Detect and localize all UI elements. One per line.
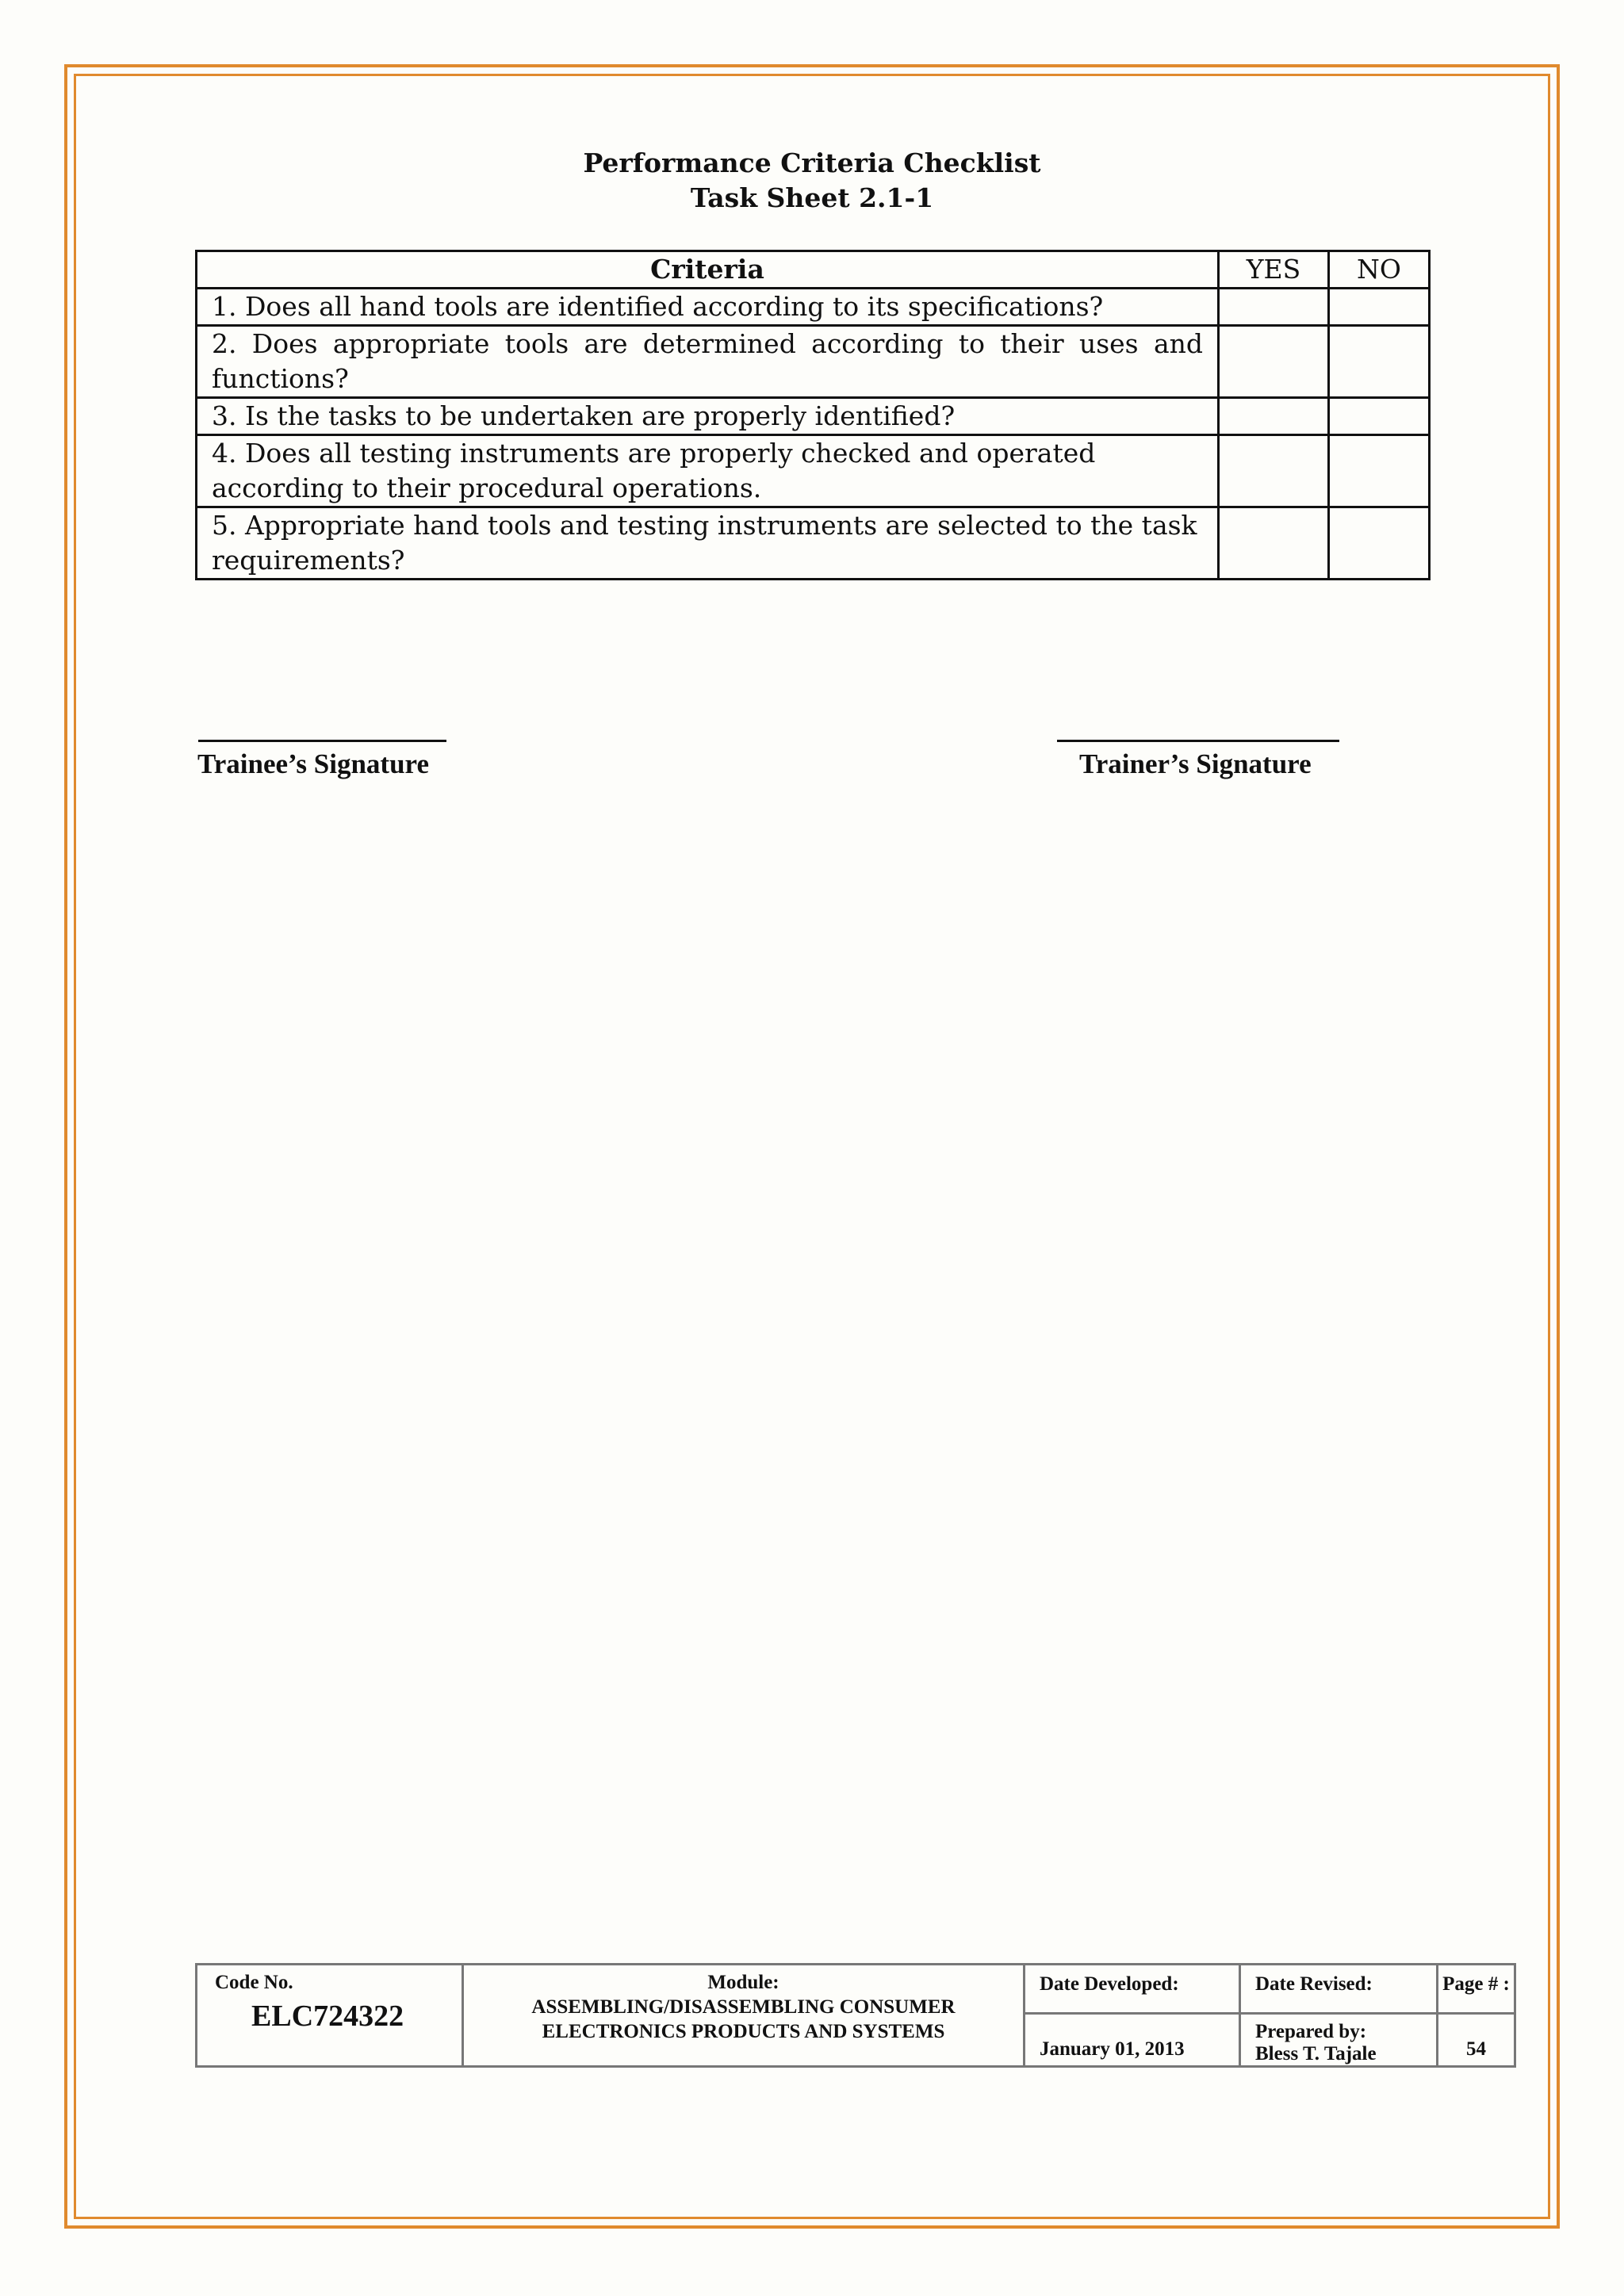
- yes-checkbox-cell[interactable]: [1219, 435, 1329, 507]
- date-developed-value: January 01, 2013: [1025, 2014, 1240, 2067]
- criteria-item: 3. Is the tasks to be undertaken are properly identified?: [197, 398, 1219, 435]
- module-line-1: ASSEMBLING/DISASSEMBLING CONSUMER: [531, 1996, 956, 2018]
- date-revised-label: Date Revised:: [1240, 1965, 1438, 2014]
- yes-checkbox-cell[interactable]: [1219, 289, 1329, 326]
- page-subtitle: Task Sheet 2.1-1: [690, 182, 934, 213]
- table-header-row: [197, 251, 1430, 289]
- prepared-by-value: Bless T. Tajale: [1255, 2043, 1377, 2064]
- no-checkbox-cell[interactable]: [1329, 326, 1430, 398]
- module-line-2: ELECTRONICS PRODUCTS AND SYSTEMS: [542, 2021, 945, 2042]
- table-row: [197, 398, 1430, 435]
- code-cell: [197, 1965, 463, 2067]
- yes-checkbox-cell[interactable]: [1219, 507, 1329, 580]
- no-checkbox-cell[interactable]: [1329, 435, 1430, 507]
- prepared-by-cell: [1240, 2014, 1438, 2067]
- page-title: Performance Criteria Checklist: [583, 147, 1041, 178]
- criteria-item: 4. Does all testing instruments are properly checked and operated according to their procedural operations.: [197, 435, 1219, 507]
- module-cell: [463, 1965, 1025, 2067]
- trainer-signature-line[interactable]: [1057, 740, 1339, 742]
- criteria-header: Criteria: [197, 251, 1219, 289]
- criteria-item: 5. Appropriate hand tools and testing instruments are selected to the task requirements?: [197, 507, 1219, 580]
- criteria-item: 2. Does appropriate tools are determined according to their uses and functions?: [197, 326, 1219, 398]
- no-checkbox-cell[interactable]: [1329, 289, 1430, 326]
- no-header: NO: [1329, 251, 1430, 289]
- table-row: [197, 507, 1430, 580]
- prepared-by-label: Prepared by:: [1255, 2021, 1367, 2042]
- yes-checkbox-cell[interactable]: [1219, 326, 1329, 398]
- table-row: [197, 326, 1430, 398]
- criteria-item: 1. Does all hand tools are identified according to its specifications?: [197, 289, 1219, 326]
- trainee-signature-label: Trainee’s Signature: [197, 748, 429, 779]
- table-row: [197, 435, 1430, 507]
- criteria-checklist-table: [195, 250, 1431, 580]
- table-row: [197, 289, 1430, 326]
- module-label: Module:: [707, 1972, 779, 1993]
- document-footer: [195, 1963, 1516, 2068]
- trainee-signature-line[interactable]: [198, 740, 446, 742]
- page-label: Page # :: [1438, 1965, 1515, 2014]
- page-number: 54: [1438, 2014, 1515, 2067]
- no-checkbox-cell[interactable]: [1329, 507, 1430, 580]
- no-checkbox-cell[interactable]: [1329, 398, 1430, 435]
- code-label: Code No.: [215, 1972, 293, 1993]
- trainer-signature-label: Trainer’s Signature: [1079, 748, 1312, 779]
- yes-header: YES: [1219, 251, 1329, 289]
- date-developed-label: Date Developed:: [1025, 1965, 1240, 2014]
- code-value: ELC724322: [251, 1999, 404, 2033]
- yes-checkbox-cell[interactable]: [1219, 398, 1329, 435]
